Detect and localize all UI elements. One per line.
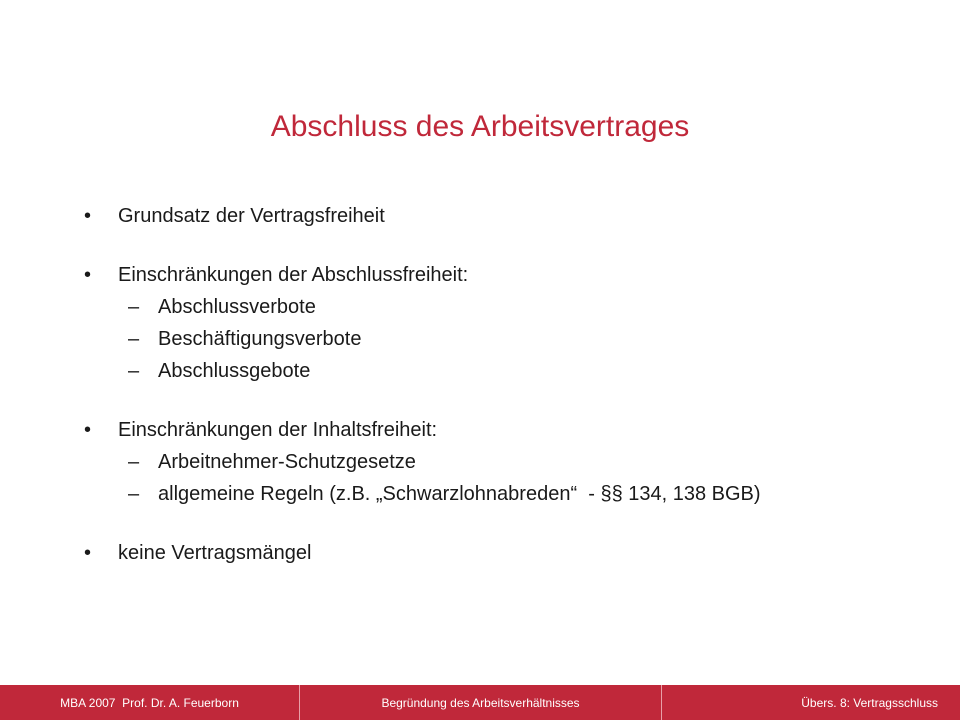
- bullet-icon: •: [84, 264, 92, 286]
- bullet-icon: •: [84, 205, 92, 227]
- dash-icon: –: [128, 296, 140, 318]
- sub-bullet-text: Abschlussgebote: [158, 360, 311, 382]
- bullet-group-2: [84, 259, 904, 387]
- bullet-group-3: [84, 414, 904, 510]
- bullet-text: Einschränkungen der Inhaltsfreiheit:: [118, 419, 438, 441]
- sub-bullet-item: [84, 291, 904, 323]
- bullet-item: [84, 259, 904, 291]
- sub-bullet-item: [84, 478, 904, 510]
- footer-right: Übers. 8: Vertragsschluss: [801, 695, 938, 710]
- sub-bullet-item: [84, 355, 904, 387]
- sub-bullet-item: [84, 323, 904, 355]
- bullet-text: keine Vertragsmängel: [118, 542, 312, 564]
- slide-title: Abschluss des Arbeitsvertrages: [270, 110, 690, 143]
- sub-bullet-text: Arbeitnehmer-Schutzgesetze: [158, 451, 416, 473]
- footer-left: MBA 2007 Prof. Dr. A. Feuerborn: [0, 685, 300, 720]
- bullet-item: [84, 200, 904, 232]
- bullet-group-1: [84, 200, 904, 232]
- bullet-group-4: [84, 537, 904, 569]
- dash-icon: –: [128, 451, 140, 473]
- dash-icon: –: [128, 360, 140, 382]
- bullet-item: [84, 537, 904, 569]
- bullet-icon: •: [84, 419, 92, 441]
- footer-center: Begründung des Arbeitsverhältnisses: [300, 685, 662, 720]
- bullet-icon: •: [84, 542, 92, 564]
- slide-content: [84, 200, 904, 596]
- sub-bullet-text: Beschäftigungsverbote: [158, 328, 362, 350]
- bullet-text: Einschränkungen der Abschlussfreiheit:: [118, 264, 469, 286]
- dash-icon: –: [128, 483, 140, 505]
- sub-bullet-text: allgemeine Regeln (z.B. „Schwarzlohnabreden“ - §§ 134, 138 BGB): [158, 483, 761, 505]
- footer-bar: [0, 685, 960, 720]
- bullet-item: [84, 414, 904, 446]
- bullet-text: Grundsatz der Vertragsfreiheit: [118, 205, 385, 227]
- sub-bullet-item: [84, 446, 904, 478]
- sub-bullet-text: Abschlussverbote: [158, 296, 316, 318]
- dash-icon: –: [128, 328, 140, 350]
